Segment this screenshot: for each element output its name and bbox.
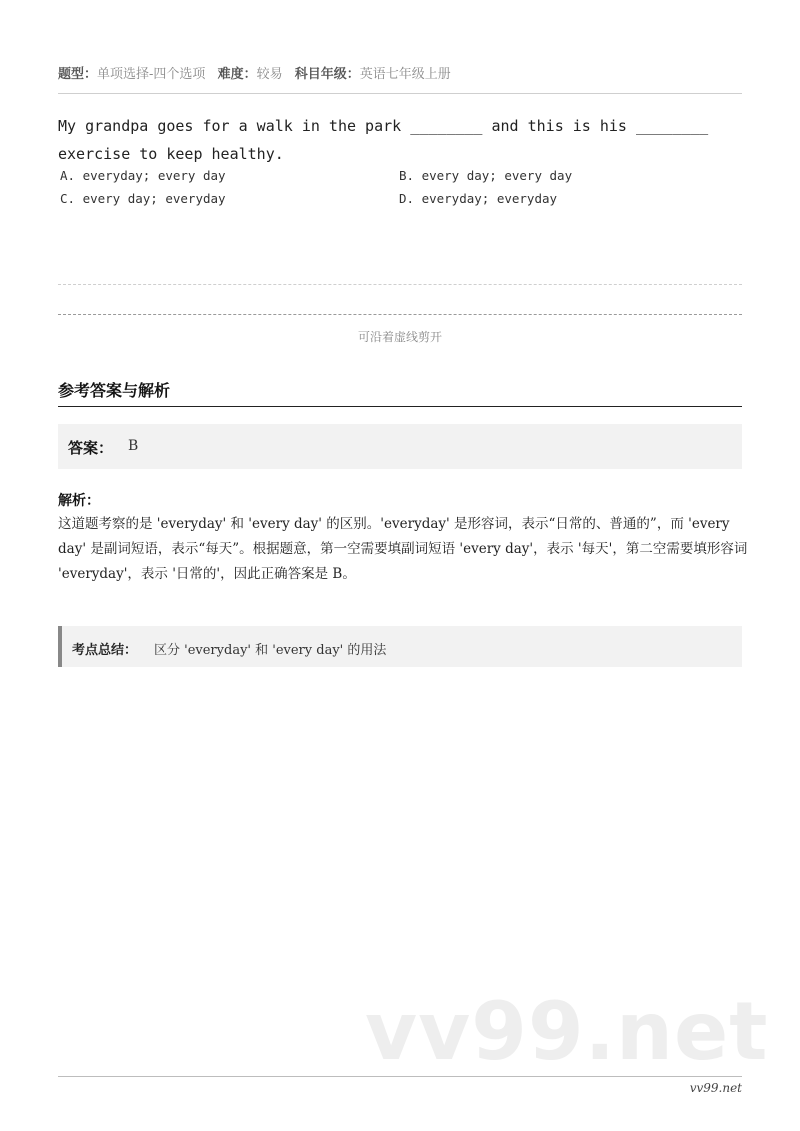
answer-section-divider: [58, 406, 742, 407]
type-label: 题型：: [58, 67, 98, 82]
type-value: 单项选择-四个选项: [97, 67, 206, 82]
difficulty-value: 较易: [256, 67, 283, 82]
answer-value: B: [128, 438, 139, 454]
option-b: B. every day; every day: [399, 168, 573, 183]
cut-dashed-line-light: [58, 284, 742, 285]
cut-dashed-line: [58, 314, 742, 315]
footer-site: vv99.net: [689, 1081, 742, 1095]
analysis-text: 这道题考察的是 'everyday' 和 'every day' 的区别。'everyday' 是形容词，表示“日常的、普通的”，而 'every day' 是副词短语，表示“每天”。根据题意，第一空需要填副词短语 'every day'，表示 '每天'，第二空需要填形容词 'everyday'，表示 '日常的'，因此正确答案是 B。: [58, 516, 748, 582]
option-d: D. everyday; everyday: [399, 191, 558, 206]
question-line-2: exercise to keep healthy.: [58, 145, 284, 163]
keypoint-text: 区分 'everyday' 和 'every day' 的用法: [154, 643, 387, 658]
subject-label: 科目年级：: [294, 67, 360, 82]
analysis-label: 解析：: [58, 493, 100, 509]
header-divider: [58, 93, 742, 94]
difficulty-label: 难度：: [217, 67, 257, 82]
keypoint-label: 考点总结：: [72, 643, 138, 658]
keypoint-box: [58, 626, 742, 667]
question-stem: [58, 112, 748, 168]
answer-label: 答案：: [68, 439, 114, 457]
option-a: A. everyday; every day: [60, 168, 226, 183]
question-line-1: My grandpa goes for a walk in the park ________ and this is his ________: [58, 117, 709, 135]
option-c: C. every day; everyday: [60, 191, 226, 206]
answer-box: [58, 424, 742, 469]
footer-divider: [58, 1076, 742, 1077]
watermark: vv99.net: [365, 985, 769, 1078]
answer-section-title: 参考答案与解析: [58, 381, 171, 400]
cut-line-hint: 可沿着虚线剪开: [357, 330, 442, 344]
subject-value: 英语七年级上册: [359, 67, 451, 82]
question-meta: [58, 63, 459, 82]
